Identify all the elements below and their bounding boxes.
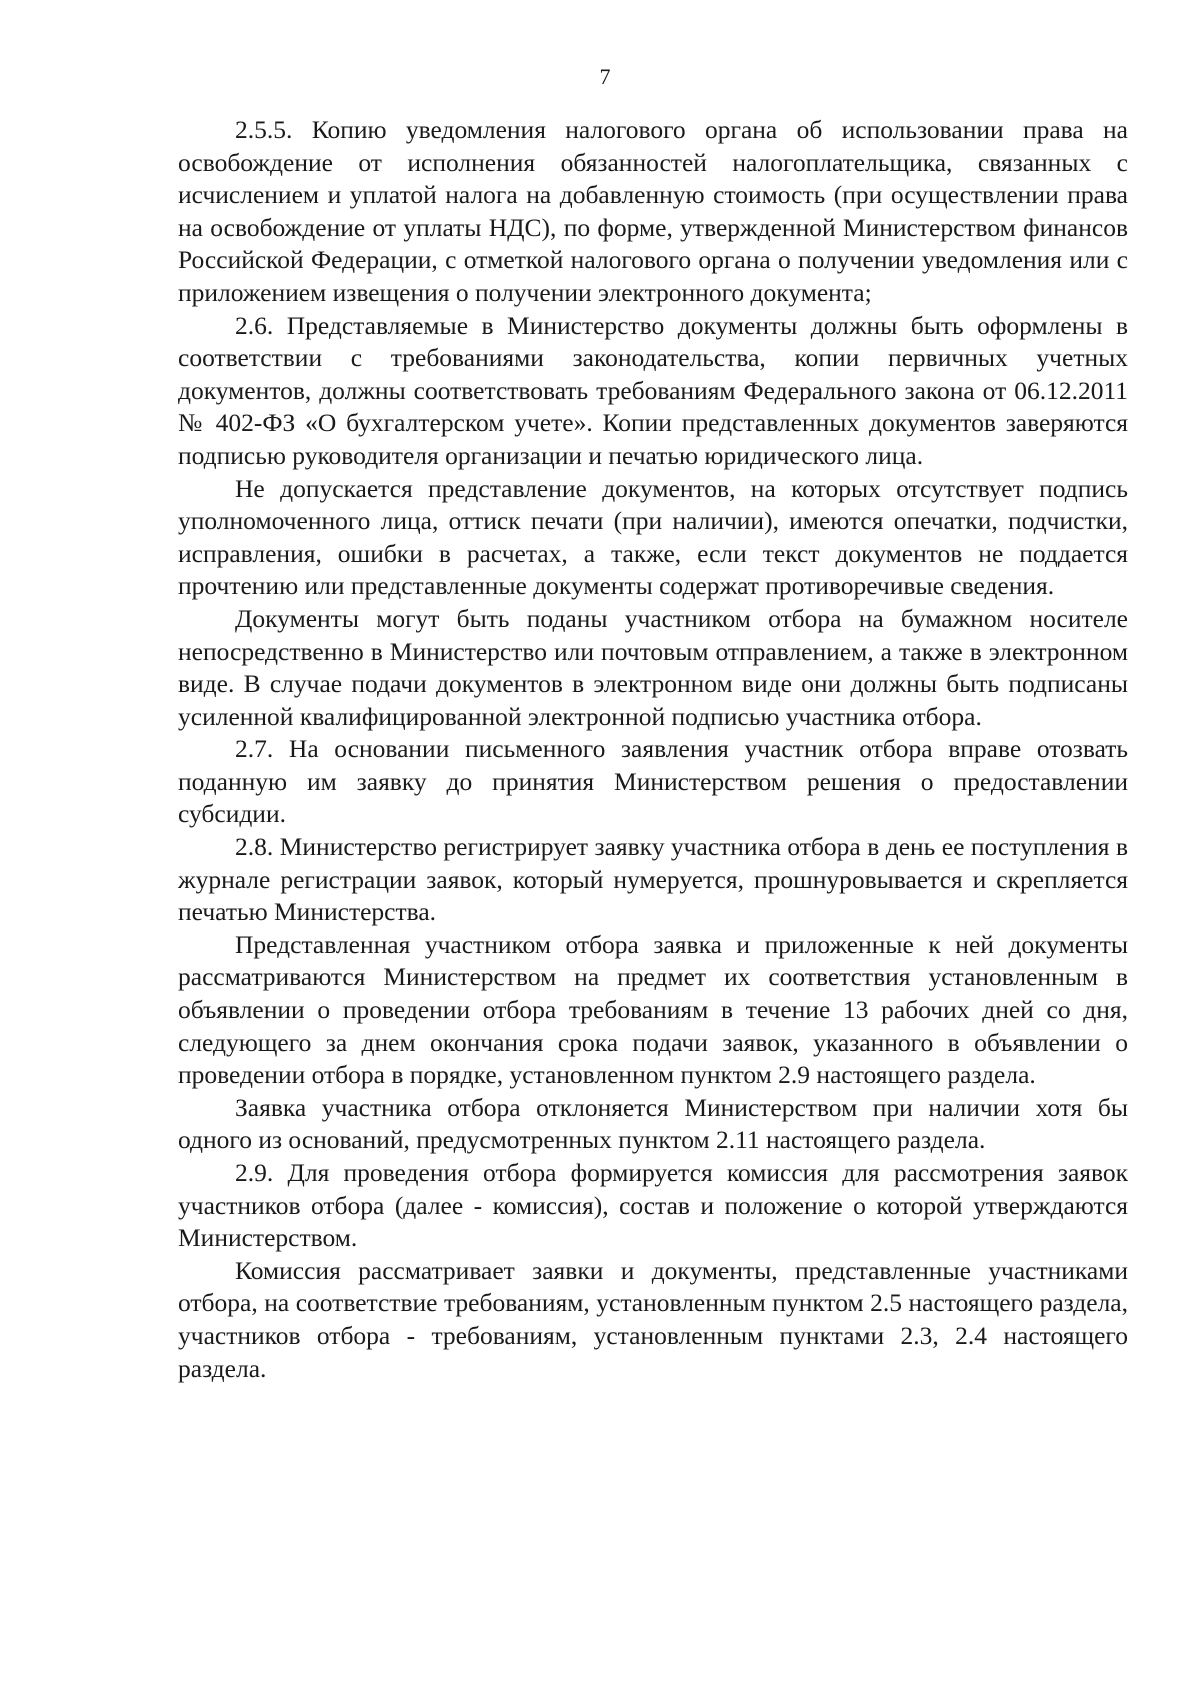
paragraph-document-restrictions: Не допускается представление документов, на которых отсутствует подпись уполномоченного лица, оттиск печати (при наличии), имеются опечатки, подчистки, исправления, ошибки в расчетах, а также, если текст документов не поддается прочтению или представленные документы содержат противоречивые сведения. — [178, 473, 1128, 601]
paragraph-2-6: 2.6. Представляемые в Министерство документы должны быть оформлены в соответствии с требованиями законодательства, копии первичных учетных документов, должны соответствовать требованиям Федерального закона от 06.12.2011 № 402-ФЗ «О бухгалтерском учете». Копии представленных документов заверяются подписью руководителя организации и печатью юридического лица. — [178, 310, 1128, 470]
document-body — [178, 114, 1128, 1385]
paragraph-commission-review: Комиссия рассматривает заявки и документы, представленные участниками отбора, на соответствие требованиям, установленным пунктом 2.5 настоящего раздела, участников отбора - требованиям, установленным пунктами 2.3, 2.4 настоящего раздела. — [178, 1255, 1128, 1383]
paragraph-rejection: Заявка участника отбора отклоняется Министерством при наличии хотя бы одного из оснований, предусмотренных пунктом 2.11 настоящего раздела. — [178, 1092, 1128, 1155]
paragraph-2-7: 2.7. На основании письменного заявления участник отбора вправе отозвать поданную им заявку до принятия Министерством решения о предоставлении субсидии. — [178, 734, 1128, 829]
page-number: 7 — [599, 64, 611, 89]
paragraph-2-9: 2.9. Для проведения отбора формируется комиссия для рассмотрения заявок участников отбора (далее - комиссия), состав и положение о которой утверждаются Министерством. — [178, 1158, 1128, 1253]
paragraph-submission-methods: Документы могут быть поданы участником отбора на бумажном носителе непосредственно в Министерство или почтовым отправлением, а также в электронном виде. В случае подачи документов в электронном виде они должны быть подписаны усиленной квалифицированной электронной подписью участника отбора. — [178, 603, 1128, 731]
paragraph-review-terms: Представленная участником отбора заявка и приложенные к ней документы рассматриваются Министерством на предмет их соответствия установленным в объявлении о проведении отбора требованиям в течение 13 рабочих дней со дня, следующего за днем окончания срока подачи заявок, указанного в объявлении о проведении отбора в порядке, установленном пунктом 2.9 настоящего раздела. — [178, 929, 1128, 1090]
paragraph-2-8: 2.8. Министерство регистрирует заявку участника отбора в день ее поступления в журнале регистрации заявок, который нумеруется, прошнуровывается и скрепляется печатью Министерства. — [178, 832, 1128, 927]
paragraph-2-5-5: 2.5.5. Копию уведомления налогового органа об использовании права на освобождение от исполнения обязанностей налогоплательщика, связанных с исчислением и уплатой налога на добавленную стоимость (при осуществлении права на освобождение от уплаты НДС), по форме, утвержденной Министерством финансов Российской Федерации, с отметкой налогового органа о получении уведомления или с приложением извещения о получении электронного документа; — [178, 115, 1128, 307]
